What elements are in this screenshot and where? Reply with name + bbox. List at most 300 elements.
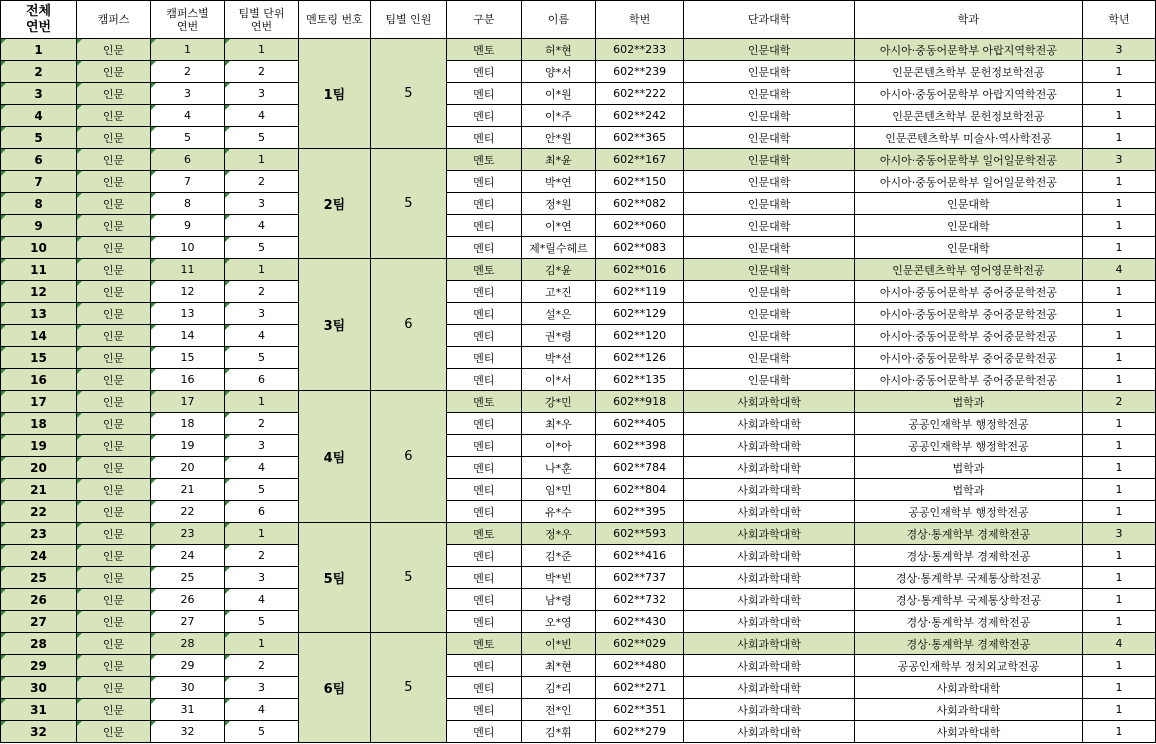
cell-team-idx[interactable]: 6 xyxy=(225,501,299,523)
cell-dept[interactable]: 아시아·중동어문학부 아랍지역학전공 xyxy=(854,83,1082,105)
cell-college[interactable]: 인문대학 xyxy=(684,215,855,237)
cell-campus-idx[interactable]: 5 xyxy=(151,127,225,149)
cell-idx[interactable]: 30 xyxy=(1,677,77,699)
cell-name[interactable]: 나*훈 xyxy=(521,457,595,479)
cell-campus-idx[interactable]: 14 xyxy=(151,325,225,347)
cell-role[interactable]: 멘티 xyxy=(446,237,521,259)
cell-campus-idx[interactable]: 28 xyxy=(151,633,225,655)
cell-dept[interactable]: 법학과 xyxy=(854,479,1082,501)
cell-campus-idx[interactable]: 31 xyxy=(151,699,225,721)
cell-grade[interactable]: 3 xyxy=(1082,149,1155,171)
cell-college[interactable]: 인문대학 xyxy=(684,149,855,171)
cell-dept[interactable]: 공공인재학부 행정학전공 xyxy=(854,435,1082,457)
cell-campus-idx[interactable]: 13 xyxy=(151,303,225,325)
cell-dept[interactable]: 공공인재학부 행정학전공 xyxy=(854,413,1082,435)
cell-campus[interactable]: 인문 xyxy=(77,369,151,391)
cell-team-idx[interactable]: 5 xyxy=(225,611,299,633)
cell-campus-idx[interactable]: 4 xyxy=(151,105,225,127)
cell-college[interactable]: 사회과학대학 xyxy=(684,479,855,501)
cell-campus[interactable]: 인문 xyxy=(77,303,151,325)
cell-idx[interactable]: 6 xyxy=(1,149,77,171)
cell-campus-idx[interactable]: 3 xyxy=(151,83,225,105)
cell-team-idx[interactable]: 3 xyxy=(225,567,299,589)
cell-dept[interactable]: 경상·통계학부 경제학전공 xyxy=(854,545,1082,567)
cell-team-idx[interactable]: 5 xyxy=(225,347,299,369)
cell-role[interactable]: 멘티 xyxy=(446,369,521,391)
cell-role[interactable]: 멘티 xyxy=(446,281,521,303)
cell-name[interactable]: 설*은 xyxy=(521,303,595,325)
cell-dept[interactable]: 경상·통계학부 경제학전공 xyxy=(854,633,1082,655)
cell-idx[interactable]: 14 xyxy=(1,325,77,347)
cell-idx[interactable]: 1 xyxy=(1,39,77,61)
cell-grade[interactable]: 4 xyxy=(1082,259,1155,281)
cell-idx[interactable]: 21 xyxy=(1,479,77,501)
cell-team-idx[interactable]: 3 xyxy=(225,303,299,325)
cell-team-idx[interactable]: 5 xyxy=(225,237,299,259)
cell-campus-idx[interactable]: 12 xyxy=(151,281,225,303)
cell-team-idx[interactable]: 2 xyxy=(225,655,299,677)
cell-campus[interactable]: 인문 xyxy=(77,699,151,721)
cell-team-no[interactable]: 4팀 xyxy=(298,391,370,523)
cell-campus-idx[interactable]: 30 xyxy=(151,677,225,699)
cell-college[interactable]: 사회과학대학 xyxy=(684,457,855,479)
cell-student-id[interactable]: 602**060 xyxy=(595,215,683,237)
cell-campus-idx[interactable]: 9 xyxy=(151,215,225,237)
header-team-size[interactable]: 팀별 인원 xyxy=(370,1,446,39)
cell-grade[interactable]: 1 xyxy=(1082,457,1155,479)
cell-college[interactable]: 사회과학대학 xyxy=(684,567,855,589)
cell-grade[interactable]: 4 xyxy=(1082,633,1155,655)
cell-campus-idx[interactable]: 6 xyxy=(151,149,225,171)
cell-team-size[interactable]: 5 xyxy=(370,39,446,149)
cell-college[interactable]: 인문대학 xyxy=(684,281,855,303)
cell-grade[interactable]: 1 xyxy=(1082,699,1155,721)
cell-team-idx[interactable]: 4 xyxy=(225,215,299,237)
cell-campus[interactable]: 인문 xyxy=(77,39,151,61)
cell-team-idx[interactable]: 1 xyxy=(225,633,299,655)
cell-campus-idx[interactable]: 10 xyxy=(151,237,225,259)
cell-team-idx[interactable]: 5 xyxy=(225,127,299,149)
cell-dept[interactable]: 아시아·중동어문학부 중어중문학전공 xyxy=(854,325,1082,347)
cell-idx[interactable]: 4 xyxy=(1,105,77,127)
cell-college[interactable]: 사회과학대학 xyxy=(684,699,855,721)
header-student-id[interactable]: 학번 xyxy=(595,1,683,39)
header-campus-idx[interactable]: 캠퍼스별 연번 xyxy=(151,1,225,39)
header-team-idx[interactable]: 팀별 단위 연번 xyxy=(225,1,299,39)
cell-college[interactable]: 사회과학대학 xyxy=(684,501,855,523)
cell-role[interactable]: 멘티 xyxy=(446,303,521,325)
cell-grade[interactable]: 3 xyxy=(1082,523,1155,545)
cell-student-id[interactable]: 602**918 xyxy=(595,391,683,413)
cell-student-id[interactable]: 602**804 xyxy=(595,479,683,501)
cell-team-no[interactable]: 6팀 xyxy=(298,633,370,743)
cell-campus-idx[interactable]: 16 xyxy=(151,369,225,391)
cell-student-id[interactable]: 602**029 xyxy=(595,633,683,655)
cell-student-id[interactable]: 602**167 xyxy=(595,149,683,171)
cell-dept[interactable]: 아시아·중동어문학부 일어일문학전공 xyxy=(854,171,1082,193)
cell-team-idx[interactable]: 1 xyxy=(225,259,299,281)
cell-campus-idx[interactable]: 18 xyxy=(151,413,225,435)
cell-grade[interactable]: 1 xyxy=(1082,413,1155,435)
cell-campus-idx[interactable]: 8 xyxy=(151,193,225,215)
cell-name[interactable]: 김*준 xyxy=(521,545,595,567)
cell-college[interactable]: 인문대학 xyxy=(684,39,855,61)
cell-role[interactable]: 멘티 xyxy=(446,193,521,215)
cell-role[interactable]: 멘티 xyxy=(446,721,521,743)
cell-dept[interactable]: 아시아·중동어문학부 중어중문학전공 xyxy=(854,347,1082,369)
cell-campus-idx[interactable]: 24 xyxy=(151,545,225,567)
cell-student-id[interactable]: 602**398 xyxy=(595,435,683,457)
cell-campus[interactable]: 인문 xyxy=(77,545,151,567)
cell-campus[interactable]: 인문 xyxy=(77,523,151,545)
cell-college[interactable]: 사회과학대학 xyxy=(684,611,855,633)
cell-college[interactable]: 사회과학대학 xyxy=(684,677,855,699)
cell-team-no[interactable]: 1팀 xyxy=(298,39,370,149)
cell-grade[interactable]: 1 xyxy=(1082,369,1155,391)
cell-student-id[interactable]: 602**150 xyxy=(595,171,683,193)
cell-name[interactable]: 김*리 xyxy=(521,677,595,699)
cell-campus[interactable]: 인문 xyxy=(77,105,151,127)
cell-role[interactable]: 멘티 xyxy=(446,457,521,479)
cell-dept[interactable]: 아시아·중동어문학부 중어중문학전공 xyxy=(854,369,1082,391)
cell-dept[interactable]: 인문콘텐츠학부 문헌정보학전공 xyxy=(854,61,1082,83)
cell-name[interactable]: 제*릴수헤르 xyxy=(521,237,595,259)
cell-college[interactable]: 사회과학대학 xyxy=(684,523,855,545)
cell-campus-idx[interactable]: 2 xyxy=(151,61,225,83)
cell-role[interactable]: 멘티 xyxy=(446,215,521,237)
cell-student-id[interactable]: 602**351 xyxy=(595,699,683,721)
cell-idx[interactable]: 12 xyxy=(1,281,77,303)
cell-campus[interactable]: 인문 xyxy=(77,325,151,347)
cell-college[interactable]: 인문대학 xyxy=(684,61,855,83)
cell-role[interactable]: 멘토 xyxy=(446,39,521,61)
cell-idx[interactable]: 19 xyxy=(1,435,77,457)
cell-college[interactable]: 사회과학대학 xyxy=(684,435,855,457)
cell-team-idx[interactable]: 4 xyxy=(225,589,299,611)
cell-idx[interactable]: 15 xyxy=(1,347,77,369)
cell-idx[interactable]: 2 xyxy=(1,61,77,83)
cell-grade[interactable]: 2 xyxy=(1082,391,1155,413)
cell-student-id[interactable]: 602**242 xyxy=(595,105,683,127)
cell-student-id[interactable]: 602**737 xyxy=(595,567,683,589)
cell-team-idx[interactable]: 2 xyxy=(225,171,299,193)
cell-student-id[interactable]: 602**222 xyxy=(595,83,683,105)
cell-college[interactable]: 인문대학 xyxy=(684,127,855,149)
cell-campus[interactable]: 인문 xyxy=(77,633,151,655)
cell-name[interactable]: 박*빈 xyxy=(521,567,595,589)
cell-name[interactable]: 정*우 xyxy=(521,523,595,545)
cell-name[interactable]: 권*령 xyxy=(521,325,595,347)
cell-idx[interactable]: 3 xyxy=(1,83,77,105)
cell-campus-idx[interactable]: 19 xyxy=(151,435,225,457)
cell-grade[interactable]: 1 xyxy=(1082,655,1155,677)
cell-student-id[interactable]: 602**126 xyxy=(595,347,683,369)
cell-college[interactable]: 인문대학 xyxy=(684,325,855,347)
cell-idx[interactable]: 18 xyxy=(1,413,77,435)
cell-team-size[interactable]: 5 xyxy=(370,149,446,259)
cell-campus[interactable]: 인문 xyxy=(77,215,151,237)
cell-campus-idx[interactable]: 23 xyxy=(151,523,225,545)
cell-student-id[interactable]: 602**593 xyxy=(595,523,683,545)
cell-idx[interactable]: 29 xyxy=(1,655,77,677)
cell-dept[interactable]: 사회과학대학 xyxy=(854,721,1082,743)
cell-grade[interactable]: 1 xyxy=(1082,545,1155,567)
cell-name[interactable]: 정*원 xyxy=(521,193,595,215)
cell-dept[interactable]: 인문대학 xyxy=(854,215,1082,237)
cell-campus[interactable]: 인문 xyxy=(77,479,151,501)
cell-role[interactable]: 멘티 xyxy=(446,699,521,721)
cell-name[interactable]: 남*령 xyxy=(521,589,595,611)
cell-college[interactable]: 사회과학대학 xyxy=(684,413,855,435)
cell-dept[interactable]: 공공인재학부 정치외교학전공 xyxy=(854,655,1082,677)
cell-student-id[interactable]: 602**016 xyxy=(595,259,683,281)
cell-team-idx[interactable]: 5 xyxy=(225,479,299,501)
cell-grade[interactable]: 1 xyxy=(1082,193,1155,215)
cell-name[interactable]: 유*수 xyxy=(521,501,595,523)
cell-campus-idx[interactable]: 17 xyxy=(151,391,225,413)
cell-campus[interactable]: 인문 xyxy=(77,677,151,699)
cell-idx[interactable]: 31 xyxy=(1,699,77,721)
cell-role[interactable]: 멘티 xyxy=(446,479,521,501)
header-dept[interactable]: 학과 xyxy=(854,1,1082,39)
cell-team-size[interactable]: 6 xyxy=(370,391,446,523)
cell-student-id[interactable]: 602**732 xyxy=(595,589,683,611)
cell-grade[interactable]: 1 xyxy=(1082,347,1155,369)
cell-name[interactable]: 최*우 xyxy=(521,413,595,435)
cell-idx[interactable]: 32 xyxy=(1,721,77,743)
cell-name[interactable]: 강*민 xyxy=(521,391,595,413)
header-idx[interactable]: 전체 연번 xyxy=(1,1,77,39)
cell-grade[interactable]: 1 xyxy=(1082,83,1155,105)
cell-student-id[interactable]: 602**405 xyxy=(595,413,683,435)
cell-role[interactable]: 멘토 xyxy=(446,149,521,171)
cell-team-idx[interactable]: 4 xyxy=(225,457,299,479)
cell-campus-idx[interactable]: 1 xyxy=(151,39,225,61)
cell-idx[interactable]: 27 xyxy=(1,611,77,633)
cell-team-idx[interactable]: 1 xyxy=(225,149,299,171)
cell-dept[interactable]: 아시아·중동어문학부 아랍지역학전공 xyxy=(854,39,1082,61)
cell-college[interactable]: 인문대학 xyxy=(684,369,855,391)
cell-team-size[interactable]: 5 xyxy=(370,523,446,633)
cell-campus[interactable]: 인문 xyxy=(77,413,151,435)
cell-role[interactable]: 멘티 xyxy=(446,567,521,589)
cell-idx[interactable]: 8 xyxy=(1,193,77,215)
header-role[interactable]: 구분 xyxy=(446,1,521,39)
cell-campus-idx[interactable]: 7 xyxy=(151,171,225,193)
cell-team-idx[interactable]: 1 xyxy=(225,523,299,545)
cell-dept[interactable]: 아시아·중동어문학부 중어중문학전공 xyxy=(854,303,1082,325)
cell-name[interactable]: 허*현 xyxy=(521,39,595,61)
cell-name[interactable]: 임*민 xyxy=(521,479,595,501)
cell-campus[interactable]: 인문 xyxy=(77,171,151,193)
cell-role[interactable]: 멘티 xyxy=(446,611,521,633)
cell-idx[interactable]: 16 xyxy=(1,369,77,391)
cell-college[interactable]: 인문대학 xyxy=(684,193,855,215)
cell-campus[interactable]: 인문 xyxy=(77,435,151,457)
cell-campus-idx[interactable]: 29 xyxy=(151,655,225,677)
cell-idx[interactable]: 13 xyxy=(1,303,77,325)
cell-team-idx[interactable]: 3 xyxy=(225,677,299,699)
cell-college[interactable]: 인문대학 xyxy=(684,303,855,325)
cell-grade[interactable]: 1 xyxy=(1082,479,1155,501)
cell-grade[interactable]: 1 xyxy=(1082,721,1155,743)
cell-student-id[interactable]: 602**480 xyxy=(595,655,683,677)
cell-campus[interactable]: 인문 xyxy=(77,127,151,149)
cell-campus[interactable]: 인문 xyxy=(77,347,151,369)
cell-idx[interactable]: 10 xyxy=(1,237,77,259)
cell-student-id[interactable]: 602**120 xyxy=(595,325,683,347)
cell-idx[interactable]: 25 xyxy=(1,567,77,589)
cell-college[interactable]: 인문대학 xyxy=(684,259,855,281)
cell-team-size[interactable]: 5 xyxy=(370,633,446,743)
cell-role[interactable]: 멘티 xyxy=(446,325,521,347)
cell-campus[interactable]: 인문 xyxy=(77,721,151,743)
cell-campus[interactable]: 인문 xyxy=(77,457,151,479)
header-name[interactable]: 이름 xyxy=(521,1,595,39)
cell-team-idx[interactable]: 4 xyxy=(225,699,299,721)
cell-name[interactable]: 전*인 xyxy=(521,699,595,721)
cell-idx[interactable]: 24 xyxy=(1,545,77,567)
cell-campus[interactable]: 인문 xyxy=(77,391,151,413)
cell-dept[interactable]: 사회과학대학 xyxy=(854,677,1082,699)
cell-team-idx[interactable]: 2 xyxy=(225,61,299,83)
cell-role[interactable]: 멘티 xyxy=(446,347,521,369)
cell-campus[interactable]: 인문 xyxy=(77,611,151,633)
cell-student-id[interactable]: 602**430 xyxy=(595,611,683,633)
cell-role[interactable]: 멘토 xyxy=(446,259,521,281)
cell-role[interactable]: 멘티 xyxy=(446,545,521,567)
cell-name[interactable]: 이*주 xyxy=(521,105,595,127)
cell-name[interactable]: 고*진 xyxy=(521,281,595,303)
cell-student-id[interactable]: 602**239 xyxy=(595,61,683,83)
cell-role[interactable]: 멘티 xyxy=(446,105,521,127)
cell-grade[interactable]: 1 xyxy=(1082,611,1155,633)
cell-team-idx[interactable]: 3 xyxy=(225,83,299,105)
cell-name[interactable]: 최*현 xyxy=(521,655,595,677)
cell-team-no[interactable]: 2팀 xyxy=(298,149,370,259)
cell-campus[interactable]: 인문 xyxy=(77,655,151,677)
cell-student-id[interactable]: 602**271 xyxy=(595,677,683,699)
cell-college[interactable]: 인문대학 xyxy=(684,83,855,105)
cell-grade[interactable]: 1 xyxy=(1082,61,1155,83)
cell-team-idx[interactable]: 2 xyxy=(225,545,299,567)
cell-grade[interactable]: 1 xyxy=(1082,435,1155,457)
cell-role[interactable]: 멘토 xyxy=(446,523,521,545)
cell-role[interactable]: 멘티 xyxy=(446,501,521,523)
cell-campus-idx[interactable]: 27 xyxy=(151,611,225,633)
cell-team-idx[interactable]: 4 xyxy=(225,325,299,347)
cell-campus[interactable]: 인문 xyxy=(77,83,151,105)
cell-team-idx[interactable]: 1 xyxy=(225,391,299,413)
cell-dept[interactable]: 아시아·중동어문학부 일어일문학전공 xyxy=(854,149,1082,171)
cell-campus-idx[interactable]: 21 xyxy=(151,479,225,501)
cell-idx[interactable]: 11 xyxy=(1,259,77,281)
cell-student-id[interactable]: 602**395 xyxy=(595,501,683,523)
header-grade[interactable]: 학년 xyxy=(1082,1,1155,39)
cell-idx[interactable]: 22 xyxy=(1,501,77,523)
cell-name[interactable]: 양*서 xyxy=(521,61,595,83)
cell-dept[interactable]: 경상·통계학부 국제통상학전공 xyxy=(854,567,1082,589)
cell-name[interactable]: 최*윤 xyxy=(521,149,595,171)
cell-grade[interactable]: 1 xyxy=(1082,281,1155,303)
cell-campus[interactable]: 인문 xyxy=(77,589,151,611)
cell-college[interactable]: 인문대학 xyxy=(684,347,855,369)
cell-campus-idx[interactable]: 26 xyxy=(151,589,225,611)
cell-college[interactable]: 사회과학대학 xyxy=(684,545,855,567)
cell-grade[interactable]: 1 xyxy=(1082,105,1155,127)
cell-team-idx[interactable]: 2 xyxy=(225,413,299,435)
cell-grade[interactable]: 1 xyxy=(1082,215,1155,237)
cell-grade[interactable]: 1 xyxy=(1082,171,1155,193)
cell-dept[interactable]: 경상·통계학부 경제학전공 xyxy=(854,611,1082,633)
cell-team-idx[interactable]: 3 xyxy=(225,193,299,215)
cell-student-id[interactable]: 602**784 xyxy=(595,457,683,479)
cell-role[interactable]: 멘티 xyxy=(446,589,521,611)
cell-idx[interactable]: 20 xyxy=(1,457,77,479)
cell-team-idx[interactable]: 3 xyxy=(225,435,299,457)
cell-team-idx[interactable]: 1 xyxy=(225,39,299,61)
cell-team-no[interactable]: 3팀 xyxy=(298,259,370,391)
cell-campus-idx[interactable]: 32 xyxy=(151,721,225,743)
cell-campus[interactable]: 인문 xyxy=(77,567,151,589)
cell-team-idx[interactable]: 4 xyxy=(225,105,299,127)
cell-student-id[interactable]: 602**083 xyxy=(595,237,683,259)
cell-campus[interactable]: 인문 xyxy=(77,61,151,83)
cell-idx[interactable]: 7 xyxy=(1,171,77,193)
cell-name[interactable]: 이*연 xyxy=(521,215,595,237)
cell-grade[interactable]: 1 xyxy=(1082,677,1155,699)
cell-dept[interactable]: 경상·통계학부 경제학전공 xyxy=(854,523,1082,545)
cell-college[interactable]: 인문대학 xyxy=(684,171,855,193)
cell-dept[interactable]: 아시아·중동어문학부 중어중문학전공 xyxy=(854,281,1082,303)
cell-campus-idx[interactable]: 25 xyxy=(151,567,225,589)
cell-dept[interactable]: 법학과 xyxy=(854,391,1082,413)
cell-grade[interactable]: 1 xyxy=(1082,567,1155,589)
cell-idx[interactable]: 26 xyxy=(1,589,77,611)
cell-student-id[interactable]: 602**279 xyxy=(595,721,683,743)
cell-student-id[interactable]: 602**119 xyxy=(595,281,683,303)
cell-role[interactable]: 멘토 xyxy=(446,391,521,413)
cell-name[interactable]: 이*원 xyxy=(521,83,595,105)
cell-team-idx[interactable]: 6 xyxy=(225,369,299,391)
cell-campus-idx[interactable]: 15 xyxy=(151,347,225,369)
cell-role[interactable]: 멘토 xyxy=(446,633,521,655)
cell-dept[interactable]: 인문대학 xyxy=(854,193,1082,215)
cell-college[interactable]: 인문대학 xyxy=(684,237,855,259)
cell-campus-idx[interactable]: 20 xyxy=(151,457,225,479)
cell-name[interactable]: 오*영 xyxy=(521,611,595,633)
cell-role[interactable]: 멘티 xyxy=(446,171,521,193)
cell-college[interactable]: 사회과학대학 xyxy=(684,391,855,413)
cell-campus[interactable]: 인문 xyxy=(77,193,151,215)
cell-student-id[interactable]: 602**233 xyxy=(595,39,683,61)
cell-role[interactable]: 멘티 xyxy=(446,677,521,699)
cell-student-id[interactable]: 602**082 xyxy=(595,193,683,215)
cell-dept[interactable]: 공공인재학부 행정학전공 xyxy=(854,501,1082,523)
cell-name[interactable]: 이*서 xyxy=(521,369,595,391)
cell-grade[interactable]: 1 xyxy=(1082,237,1155,259)
cell-campus-idx[interactable]: 11 xyxy=(151,259,225,281)
cell-name[interactable]: 박*선 xyxy=(521,347,595,369)
cell-grade[interactable]: 3 xyxy=(1082,39,1155,61)
cell-dept[interactable]: 인문대학 xyxy=(854,237,1082,259)
cell-dept[interactable]: 인문콘텐츠학부 문헌정보학전공 xyxy=(854,105,1082,127)
header-team-no[interactable]: 멘토링 번호 xyxy=(298,1,370,39)
cell-grade[interactable]: 1 xyxy=(1082,303,1155,325)
cell-dept[interactable]: 경상·통계학부 국제통상학전공 xyxy=(854,589,1082,611)
cell-team-size[interactable]: 6 xyxy=(370,259,446,391)
cell-name[interactable]: 박*연 xyxy=(521,171,595,193)
